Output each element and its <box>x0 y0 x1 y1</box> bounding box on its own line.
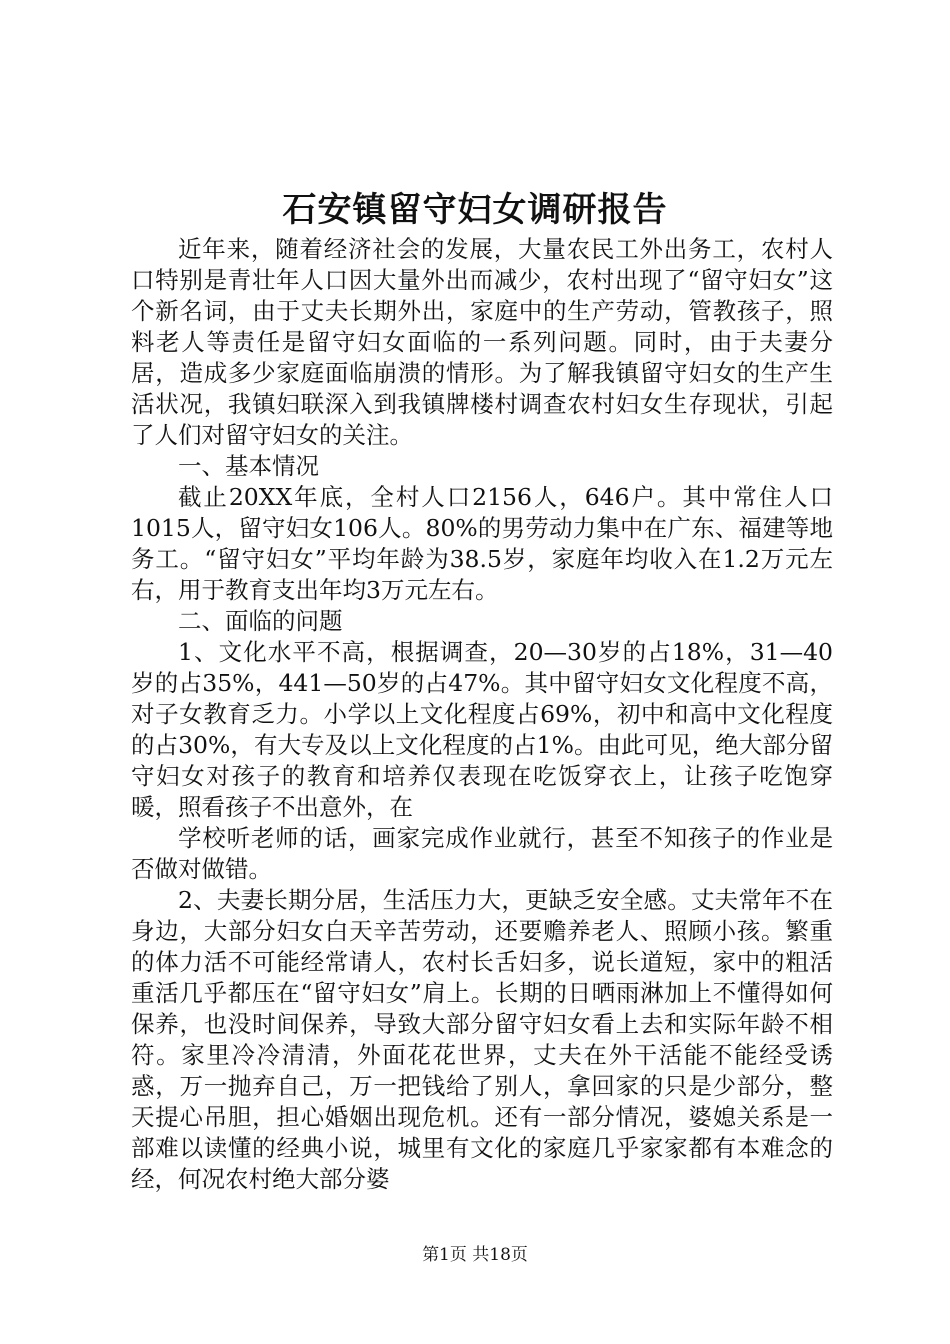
section-heading-problems: 二、面临的问题 <box>178 607 343 635</box>
paragraph-basic-info: 截止20XX年底，全村人口2156人，646户。其中常住人口1015人，留守妇女106人。80%的男劳动力集中在广东、福建等地务工。“留守妇女”平均年龄为38.5岁，家庭年均收入在1.2万元左右，用于教育支出年均3万元左右。 <box>131 483 833 604</box>
paragraph-problem-1: 1、文化水平不高，根据调查，20—30岁的占18%，31—40岁的占35%，441—50岁的占47%。其中留守妇女文化程度不高，对子女教育乏力。小学以上文化程度占69%，初中和高中文化程度的占30%，有大专及以上文化程度的占1%。由此可见，绝大部分留守妇女对孩子的教育和培养仅表现在吃饭穿衣上，让孩子吃饱穿暖，照看孩子不出意外，在 <box>131 638 833 821</box>
paragraph-intro: 近年来，随着经济社会的发展，大量农民工外出务工，农村人口特别是青壮年人口因大量外出而减少，农村出现了“留守妇女”这个新名词，由于丈夫长期外出，家庭中的生产劳动，管教孩子，照料老人等责任是留守妇女面临的一系列问题。同时，由于夫妻分居，造成多少家庭面临崩溃的情形。为了解我镇留守妇女的生产生活状况，我镇妇联深入到我镇牌楼村调查农村妇女生存现状，引起了人们对留守妇女的关注。 <box>131 235 833 449</box>
section-heading-basic: 一、基本情况 <box>178 452 319 480</box>
page-footer: 第1页 共18页 <box>422 1245 528 1265</box>
document-title: 石安镇留守妇女调研报告 <box>282 190 668 230</box>
paragraph-problem-2: 2、夫妻长期分居，生活压力大，更缺乏安全感。丈夫常年不在身边，大部分妇女白天辛苦劳动，还要赡养老人、照顾小孩。繁重的体力活不可能经常请人，农村长舌妇多，说长道短，家中的粗活重活几乎都压在“留守妇女”肩上。长期的日晒雨淋加上不懂得如何保养，也没时间保养，导致大部分留守妇女看上去和实际年龄不相符。家里冷冷清清，外面花花世界，丈夫在外干活能不能经受诱惑，万一抛弃自己，万一把钱给了别人，拿回家的只是少部分，整天提心吊胆，担心婚姻出现危机。还有一部分情况，婆媳关系是一部难以读懂的经典小说，城里有文化的家庭几乎家家都有本难念的经，何况农村绝大部分婆 <box>131 886 833 1193</box>
document-body <box>131 234 833 1195</box>
paragraph-problem-1-cont: 学校听老师的话，画家完成作业就行，甚至不知孩子的作业是否做对做错。 <box>131 824 833 883</box>
